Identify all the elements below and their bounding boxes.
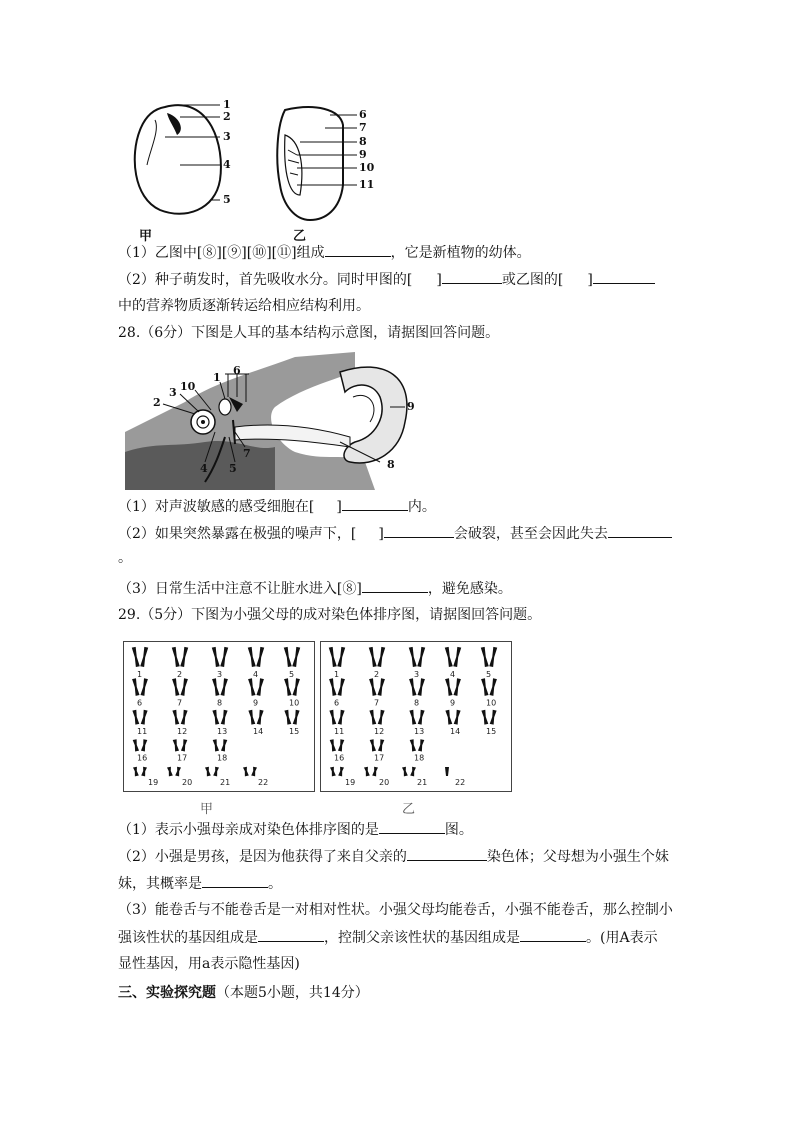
chromosome-number: 8 <box>414 698 420 708</box>
chromosome-number: 20 <box>379 778 390 787</box>
section3-title: 三、实验探究题 <box>118 985 216 1001</box>
seed-number: 6 <box>359 108 367 121</box>
chromosome-pair <box>132 678 148 696</box>
q29-part1: （1）表示小强母亲成对染色体排序图的是 图。 <box>118 819 473 840</box>
chromosome-pair <box>167 767 181 777</box>
q29-part2-cont: 妹，其概率是 。 <box>118 873 282 894</box>
chromosome-pair <box>284 647 300 667</box>
chromosome-number: 11 <box>137 727 148 736</box>
chromosome-number: 1 <box>137 670 143 679</box>
chromosome-pair <box>248 710 263 725</box>
chromosome-number: 12 <box>374 727 385 736</box>
chromosome-pair <box>445 678 461 696</box>
chromosome-number: 19 <box>345 778 356 787</box>
chromosome-number: 16 <box>137 753 148 763</box>
chromosome-number: 7 <box>177 698 183 708</box>
chromosome-pair <box>132 710 147 725</box>
section3-note: （本题5小题，共14分） <box>216 985 369 1001</box>
chromosome-pair <box>248 678 264 696</box>
chromosome-number: 11 <box>334 727 345 736</box>
chromosome-number: 1 <box>334 670 340 679</box>
seed-diagram <box>125 95 385 245</box>
chromosome-pair <box>445 647 461 667</box>
q29-part3-line1: （3）能卷舌与不能卷舌是一对相对性状。小强父母均能卷舌，小强不能卷舌，那么控制小 <box>118 902 673 918</box>
chromosome-number: 6 <box>137 698 143 708</box>
chromosome-number: 17 <box>374 753 385 763</box>
chromosome-number: 18 <box>217 753 228 763</box>
q28-part2: （2）如果突然暴露在极强的噪声下，[ ] 会破裂，甚至会因此失去 <box>118 523 672 544</box>
seed-number: 3 <box>223 130 231 143</box>
chromosome-pair <box>172 710 187 725</box>
q28-part2-end: 。 <box>118 550 132 566</box>
chromosome-pair <box>243 767 257 777</box>
karyotype-right <box>321 642 511 791</box>
chromosome-number: 2 <box>177 670 183 679</box>
chromosome-number: 10 <box>289 698 300 708</box>
chromosome-pair <box>409 710 424 725</box>
chromosome-number: 4 <box>450 670 456 679</box>
ear-number: 8 <box>387 458 395 471</box>
chromosome-pair <box>132 647 148 667</box>
chromosome-pair <box>329 647 345 667</box>
seed-number: 11 <box>359 178 375 191</box>
chromosome-pair <box>212 678 228 696</box>
chromosome-number: 13 <box>414 727 425 736</box>
seed-right-label: 乙 <box>293 229 307 244</box>
q27-part1: （1）乙图中[⑧][⑨][⑩][⑪]组成 ，它是新植物的幼体。 <box>118 242 531 263</box>
chromosome-pair <box>445 710 460 725</box>
section3-heading <box>118 983 369 1003</box>
chromosome-number: 14 <box>450 727 461 736</box>
q27-part2-cont: 中的营养物质逐渐转运给相应结构利用。 <box>118 298 370 314</box>
q29-part3-line2: 强该性状的基因组成是 ，控制父亲该性状的基因组成是 。(用A表示 <box>118 927 658 948</box>
chromosome-number: 21 <box>417 778 428 787</box>
q29-part3-line3: 显性基因，用a表示隐性基因) <box>118 956 300 972</box>
chromosome-pair <box>481 710 496 725</box>
ear-number: 7 <box>243 447 251 460</box>
chromosome-number: 18 <box>414 753 425 763</box>
seed-number: 5 <box>223 193 231 206</box>
q29-part2: （2）小强是男孩，是因为他获得了来自父亲的 染色体；父母想为小强生个妹 <box>118 846 669 867</box>
ear-diagram <box>125 352 415 490</box>
ear-number: 3 <box>169 386 177 399</box>
seed-number: 1 <box>223 98 231 111</box>
chromosome-pair <box>409 647 425 667</box>
seed-number: 10 <box>359 161 375 174</box>
seed-number: 4 <box>223 158 231 171</box>
chromosome-pair <box>369 710 384 725</box>
chromosome-pair <box>364 767 378 777</box>
chromosome-pair <box>133 767 147 777</box>
chromosome-number: 19 <box>148 778 159 787</box>
chromosome-pair <box>330 739 345 751</box>
chromosome-pair <box>445 767 449 776</box>
chromosome-number: 2 <box>374 670 380 679</box>
chromosome-pair <box>370 739 385 751</box>
chromosome-pair <box>173 739 188 751</box>
seed-left-label: 甲 <box>139 229 153 244</box>
q28-part3: （3）日常生活中注意不让脏水进入[⑧] ，避免感染。 <box>118 578 512 599</box>
chromosome-number: 21 <box>220 778 231 787</box>
chromosome-number: 7 <box>374 698 380 708</box>
q28-title: 28.（6分）下图是人耳的基本结构示意图，请据图回答问题。 <box>118 325 500 341</box>
chromosome-number: 5 <box>289 670 295 679</box>
chromosome-number: 16 <box>334 753 345 763</box>
q27-part2: （2）种子萌发时，首先吸收水分。同时甲图的[ ] 或乙图的[ ] <box>118 269 655 290</box>
karyotype-left <box>124 642 314 791</box>
chromosome-pair <box>481 678 497 696</box>
chromosome-pair <box>410 739 425 751</box>
chromosome-number: 17 <box>177 753 188 763</box>
ear-number: 10 <box>180 380 196 393</box>
chromosome-number: 15 <box>486 727 497 736</box>
chromosome-pair <box>481 647 497 667</box>
seed-number: 8 <box>359 135 367 148</box>
chromosome-pair <box>133 739 148 751</box>
chromosome-number: 5 <box>486 670 492 679</box>
ear-number: 6 <box>233 364 241 377</box>
chromosome-number: 9 <box>253 698 259 708</box>
chromosome-pair <box>369 647 385 667</box>
chromosome-pair <box>369 678 385 696</box>
ear-number: 9 <box>407 400 415 413</box>
seed-number: 9 <box>359 148 367 161</box>
chromosome-pair <box>284 710 299 725</box>
chromosome-number: 14 <box>253 727 264 736</box>
chromosome-pair <box>213 739 228 751</box>
chromosome-number: 10 <box>486 698 497 708</box>
ear-figure <box>125 352 415 490</box>
chromosome-number: 13 <box>217 727 228 736</box>
ear-number: 1 <box>213 371 221 384</box>
seed-number: 2 <box>223 110 231 123</box>
q28-part1: （1）对声波敏感的感受细胞在[ ] 内。 <box>118 496 436 517</box>
seed-figure <box>125 95 385 245</box>
chromosome-number: 3 <box>414 670 420 679</box>
chromosome-pair <box>212 647 228 667</box>
ear-number: 2 <box>153 396 161 409</box>
ear-number: 5 <box>229 462 237 475</box>
chromosome-number: 22 <box>258 778 269 787</box>
chromosome-pair <box>329 678 345 696</box>
chromosome-pair <box>284 678 300 696</box>
chromosome-number: 4 <box>253 670 259 679</box>
chromosome-number: 9 <box>450 698 456 708</box>
chromosome-number: 12 <box>177 727 188 736</box>
seed-number: 7 <box>359 121 367 134</box>
chromosome-pair <box>402 767 416 777</box>
chromosome-number: 22 <box>455 778 466 787</box>
chromosome-number: 3 <box>217 670 223 679</box>
karyotype-right-box <box>320 641 512 792</box>
chromosome-pair <box>329 710 344 725</box>
chromosome-number: 6 <box>334 698 340 708</box>
chromosome-pair <box>409 678 425 696</box>
chromosome-pair <box>248 647 264 667</box>
chromosome-pair <box>172 647 188 667</box>
chromosome-pair <box>172 678 188 696</box>
chromosome-number: 20 <box>182 778 193 787</box>
karyotype-left-label: 甲 <box>200 802 214 817</box>
chromosome-number: 15 <box>289 727 300 736</box>
chromosome-pair <box>330 767 344 777</box>
q29-title: 29.（5分）下图为小强父母的成对染色体排序图，请据图回答问题。 <box>118 607 542 623</box>
karyotype-right-label: 乙 <box>402 802 416 817</box>
ear-number: 4 <box>200 462 208 475</box>
chromosome-number: 8 <box>217 698 223 708</box>
chromosome-pair <box>205 767 219 777</box>
chromosome-pair <box>212 710 227 725</box>
karyotype-left-box <box>123 641 315 792</box>
